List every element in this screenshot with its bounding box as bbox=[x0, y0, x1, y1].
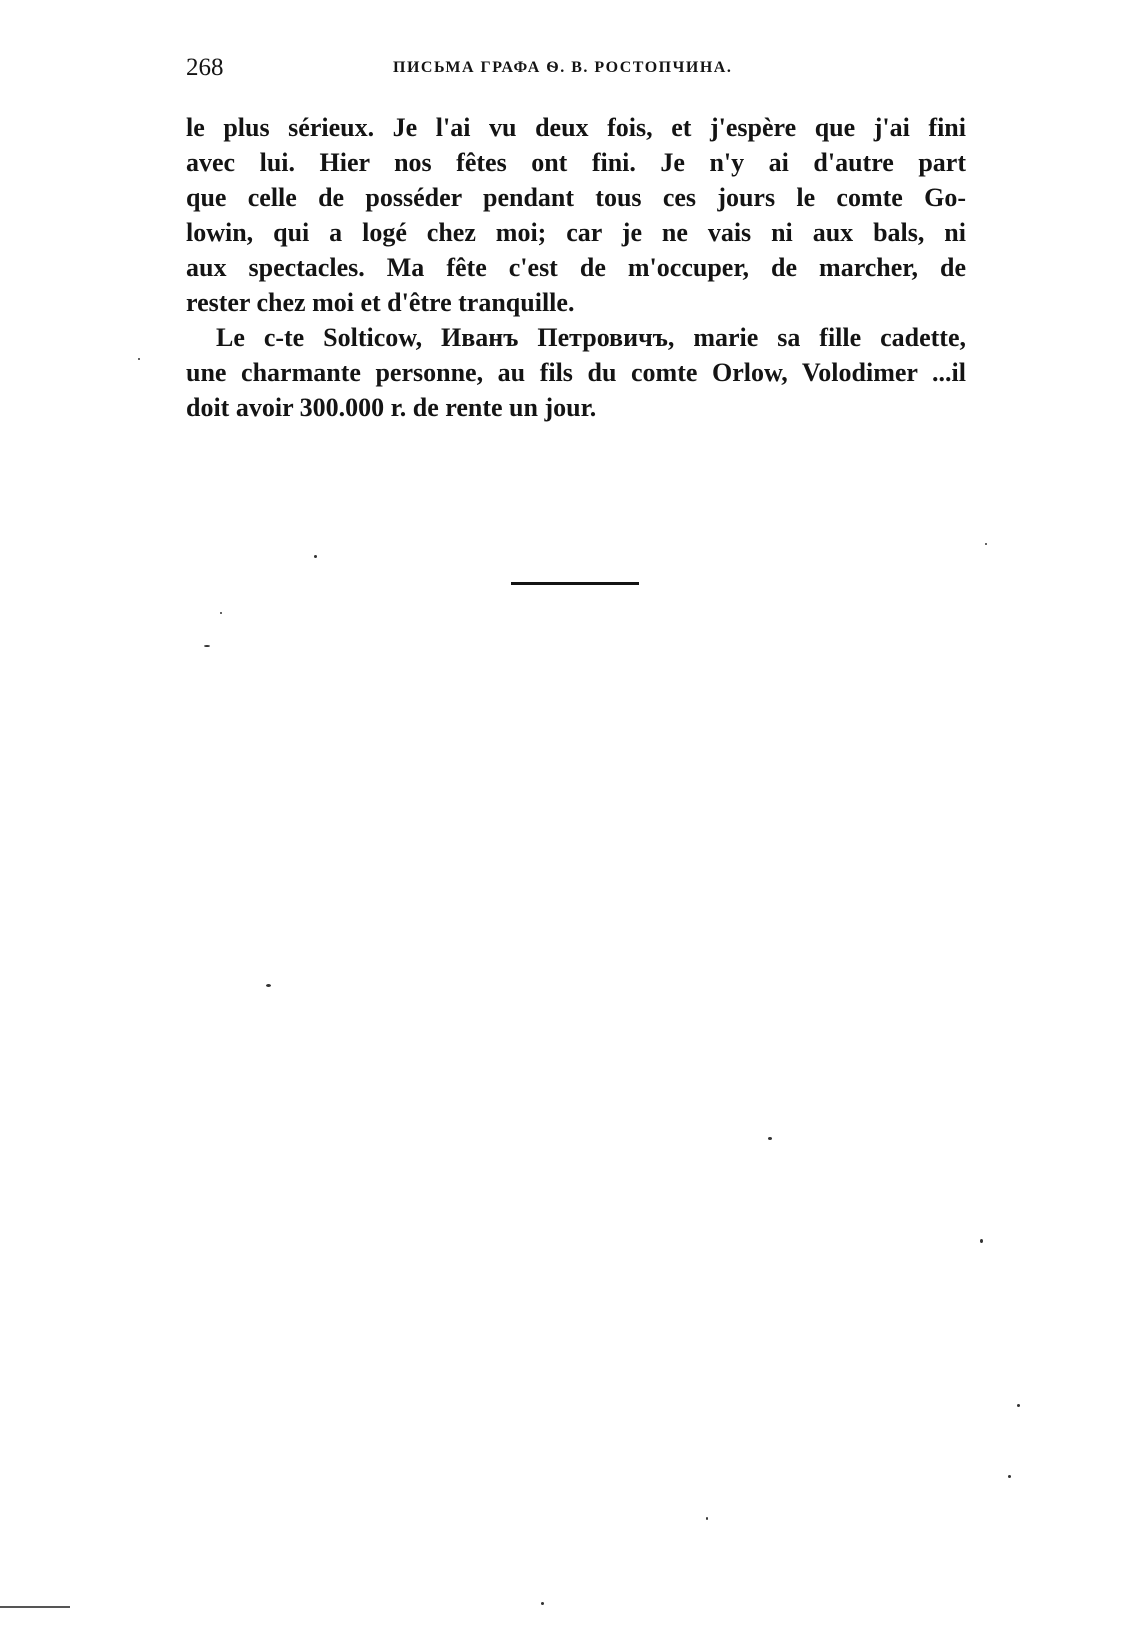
scan-speck bbox=[314, 555, 317, 558]
paragraph-1 bbox=[186, 110, 966, 320]
text-line: lowin, qui a logé chez moi; car je ne vais ni aux bals, ni bbox=[186, 218, 966, 247]
text-line: rester chez moi et d'être tranquille. bbox=[186, 288, 575, 317]
text-line: le plus sérieux. Je l'ai vu deux fois, et j'espère que j'ai fini bbox=[186, 113, 966, 142]
running-title: ПИСЬМА ГРАФА Ѳ. В. РОСТОПЧИНА. bbox=[393, 59, 733, 76]
text-line: une charmante personne, au fils du comte Orlow, Volodimer ...il bbox=[186, 358, 966, 387]
body-text bbox=[186, 110, 966, 425]
scan-speck bbox=[266, 984, 271, 987]
scan-speck bbox=[980, 1239, 983, 1243]
scan-speck bbox=[1017, 1404, 1020, 1407]
scan-speck bbox=[138, 358, 140, 360]
scan-speck bbox=[541, 1602, 544, 1605]
section-divider-rule bbox=[511, 582, 639, 585]
scan-speck bbox=[220, 612, 222, 614]
text-line: aux spectacles. Ma fête c'est de m'occuper, de marcher, de bbox=[186, 253, 966, 282]
running-head bbox=[186, 52, 966, 84]
scan-speck bbox=[706, 1517, 708, 1520]
scan-speck bbox=[1008, 1475, 1011, 1478]
text-line: Le c-te Solticow, Иванъ Петровичъ, marie sa fille cadette, bbox=[216, 323, 966, 352]
margin-rule bbox=[0, 1606, 70, 1608]
paragraph-2 bbox=[186, 320, 966, 425]
text-line: avec lui. Hier nos fêtes ont fini. Je n'y ai d'autre part bbox=[186, 148, 966, 177]
scan-speck bbox=[985, 543, 987, 545]
scan-speck bbox=[204, 645, 210, 647]
text-line: que celle de posséder pendant tous ces jours le comte Go- bbox=[186, 183, 966, 212]
page-number: 268 bbox=[186, 54, 224, 81]
text-line: doit avoir 300.000 r. de rente un jour. bbox=[186, 393, 597, 422]
scan-speck bbox=[768, 1137, 772, 1140]
